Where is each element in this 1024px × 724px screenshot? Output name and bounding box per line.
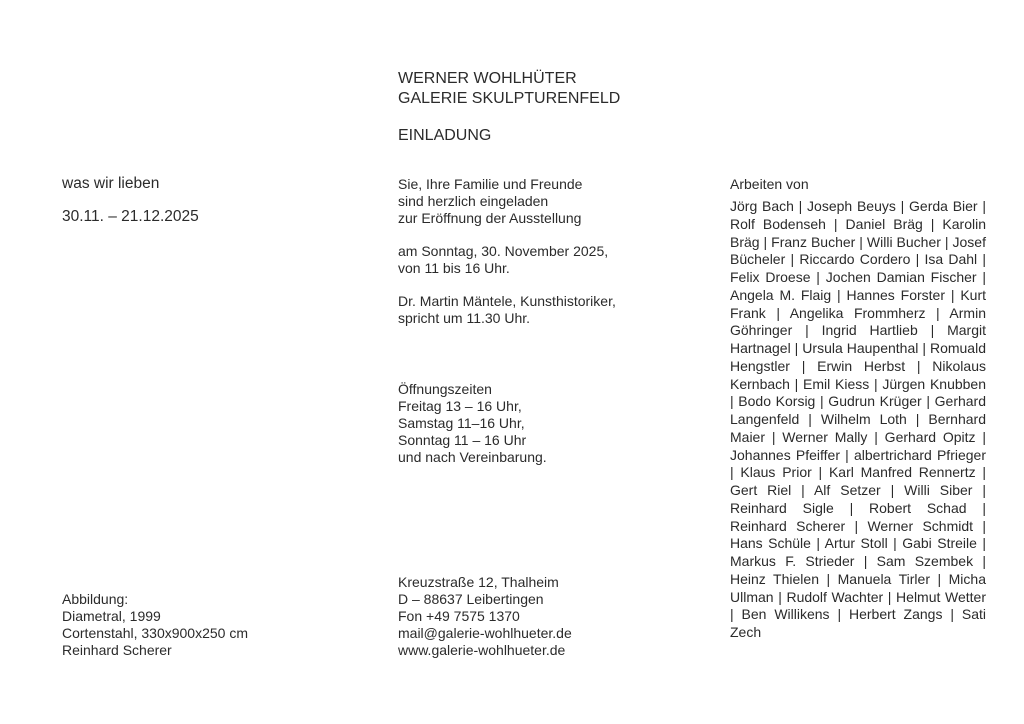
speaker-info [398, 293, 616, 327]
exhibition-dates: 30.11. – 21.12.2025 [62, 208, 199, 225]
opening-time: von 11 bis 16 Uhr. [398, 260, 510, 276]
intro-line: sind herzlich eingeladen [398, 193, 549, 209]
email-link[interactable]: mail@galerie-wohlhueter.de [398, 625, 572, 641]
address-phone: Fon +49 7575 1370 [398, 608, 520, 624]
opening-hours-heading: Öffnungszeiten [398, 381, 492, 397]
artists-list: Jörg Bach | Joseph Beuys | Gerda Bier | Rolf Bodenseh | Daniel Bräg | Karolin Bräg | Franz Bucher | Willi Bucher | Josef Bücheler | Riccardo Cordero | Isa Dahl | Felix Droese | Jochen Damian Fischer | Angela M. Flaig | Hannes Forster | Kurt Frank | Angelika Frommherz | Armin Göhringer | Ingrid Hartlieb | Margit Hartnagel | Ursula Haupenthal | Romuald Hengstler | Erwin Herbst | Nikolaus Kernbach | Emil Kiess | Jürgen Knubben | Bodo Korsig | Gudrun Krüger | Gerhard Langenfeld | Wilhelm Loth | Bernhard Maier | Werner Mally | Gerhard Opitz | Johannes Pfeiffer | albertrichard Pfrieger | Klaus Prior | Karl Manfred Rennertz | Gert Riel | Alf Setzer | Willi Siber | Reinhard Sigle | Robert Schad | Reinhard Scherer | Werner Schmidt | Hans Schüle | Artur Stoll | Gabi Streile | Markus F. Strieder | Sam Szembek | Heinz Thielen | Manuela Tirler | Micha Ullman | Rudolf Wachter | Helmut Wetter | Ben Willikens | Herbert Zangs | Sati Zech [730, 198, 986, 640]
opening-hours-line: Samstag 11–16 Uhr, [398, 415, 525, 431]
illustration-material: Cortenstahl, 330x900x250 cm [62, 625, 248, 641]
exhibition-info [62, 174, 199, 227]
website-link[interactable]: www.galerie-wohlhueter.de [398, 642, 566, 658]
exhibition-title: was wir lieben [62, 175, 160, 192]
opening-hours [398, 381, 547, 466]
illustration-artist: Reinhard Scherer [62, 642, 172, 658]
invitation-heading: EINLADUNG [398, 127, 492, 144]
artists-heading: Arbeiten von [730, 176, 809, 192]
speaker-time: spricht um 11.30 Uhr. [398, 310, 531, 326]
gallery-header [398, 69, 620, 146]
opening-info [398, 243, 608, 277]
gallery-address [398, 574, 572, 659]
illustration-work: Diametral, 1999 [62, 608, 161, 624]
illustration-label: Abbildung: [62, 591, 129, 607]
intro-line: zur Eröffnung der Ausstellung [398, 210, 582, 226]
gallery-name: GALERIE SKULPTURENFELD [398, 90, 621, 107]
illustration-credit [62, 591, 248, 659]
address-city: D – 88637 Leibertingen [398, 591, 544, 607]
address-street: Kreuzstraße 12, Thalheim [398, 574, 559, 590]
intro-line: Sie, Ihre Familie und Freunde [398, 176, 583, 192]
opening-hours-line: Sonntag 11 – 16 Uhr [398, 432, 527, 448]
speaker-name: Dr. Martin Mäntele, Kunsthistoriker, [398, 293, 616, 309]
opening-hours-line: Freitag 13 – 16 Uhr, [398, 398, 522, 414]
opening-date: am Sonntag, 30. November 2025, [398, 243, 609, 259]
invitation-text [398, 176, 582, 227]
opening-hours-line: und nach Vereinbarung. [398, 449, 547, 465]
gallery-owner-name: WERNER WOHLHÜTER [398, 70, 577, 87]
